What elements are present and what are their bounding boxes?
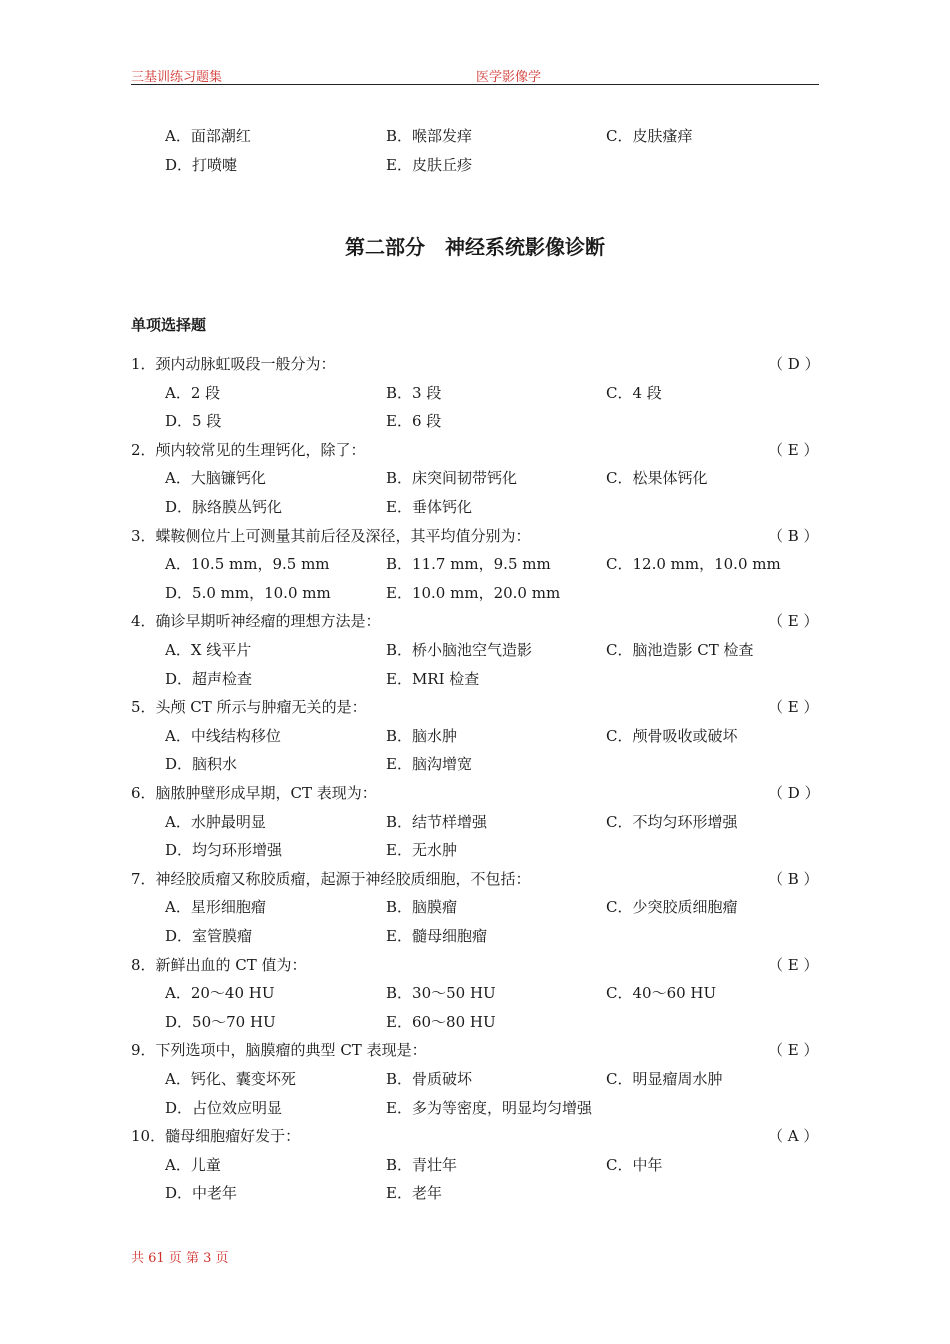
option-text: B．青壮年 [386,1155,458,1174]
option-text: A．X 线平片 [165,641,252,659]
option-text: D．超声检查 [165,669,253,688]
option-text: B．脑水肿 [386,726,458,745]
option-text: E．垂体钙化 [386,498,472,516]
answer-key: （ E ） [768,440,819,459]
answer-key: （ E ） [768,698,819,717]
question-stem: 3．蝶鞍侧位片上可测量其前后径及深径，其平均值分别为： [131,526,531,545]
option-text: A．20～40 HU [165,984,275,1003]
option-text: B．结节样增强 [386,812,488,831]
option-text: C．松果体钙化 [606,469,708,488]
option-text: A．面部潮红 [165,127,251,145]
option-text: D．中老年 [165,1184,238,1203]
header-subject: 医学影像学 [476,70,542,85]
option-text: D．50～70 HU [165,1012,276,1031]
option-text: D．均匀环形增强 [165,841,283,860]
option-text: E．老年 [386,1184,442,1203]
answer-key: （ D ） [768,784,820,802]
option-text: E．皮肤丘疹 [386,156,472,174]
option-text: A．星形细胞瘤 [165,898,266,917]
option-text: A．水肿最明显 [165,812,266,831]
option-text: D．室管膜瘤 [165,927,253,945]
option-text: D．脑积水 [165,755,238,774]
question-stem: 10．髓母细胞瘤好发于： [131,1127,301,1146]
option-text: A．中线结构移位 [165,726,281,745]
header-book-title: 三基训练习题集 [131,70,223,85]
answer-key: （ B ） [768,869,819,888]
option-text: D．占位效应明显 [165,1098,283,1117]
question-stem: 9．下列选项中，脑膜瘤的典型 CT 表现是： [131,1041,427,1060]
section-title: 第二部分 神经系统影像诊断 [345,235,605,259]
option-text: C．少突胶质细胞瘤 [606,898,738,917]
option-text: E．6 段 [386,412,442,431]
option-text: C．明显瘤周水肿 [606,1070,723,1088]
option-text: E．无水肿 [386,841,457,860]
answer-key: （ E ） [768,955,819,974]
option-text: B．桥小脑池空气造影 [386,641,533,659]
option-text: B．脑膜瘤 [386,898,458,917]
option-text: B．床突间韧带钙化 [386,469,518,488]
option-text: A．大脑镰钙化 [165,469,266,488]
option-text: E．10.0 mm，20.0 mm [386,583,561,602]
question-stem: 6．脑脓肿壁形成早期，CT 表现为： [131,784,377,802]
option-text: E．60～80 HU [386,1012,496,1031]
option-text: B．喉部发痒 [386,127,473,145]
option-text: D．打喷嚏 [165,156,238,174]
answer-key: （ E ） [768,612,819,631]
option-text: C．12.0 mm，10.0 mm [606,555,781,574]
option-text: C．不均匀环形增强 [606,812,738,831]
option-text: B．骨质破坏 [386,1070,473,1088]
option-text: E．MRI 检查 [386,669,480,688]
option-text: D．5.0 mm，10.0 mm [165,583,331,602]
answer-key: （ E ） [768,1041,819,1060]
question-stem: 1．颈内动脉虹吸段一般分为： [131,355,336,373]
question-stem: 7．神经胶质瘤又称胶质瘤，起源于神经胶质细胞，不包括： [131,869,531,888]
page-header [131,64,819,85]
option-text: A．10.5 mm，9.5 mm [165,555,330,574]
option-text: B．11.7 mm，9.5 mm [386,555,551,574]
section-subtitle: 单项选择题 [131,316,207,334]
option-text: C．4 段 [606,383,662,402]
option-text: D．5 段 [165,412,222,431]
question-stem: 5．头颅 CT 所示与肿瘤无关的是： [131,698,367,717]
option-text: D．脉络膜丛钙化 [165,498,283,516]
option-text: E．多为等密度，明显均匀增强 [386,1098,592,1117]
page-footer: 共 61 页 第 3 页 [131,1251,229,1266]
answer-key: （ D ） [768,355,820,373]
question-stem: 8．新鲜出血的 CT 值为： [131,955,307,974]
option-text: A．2 段 [165,383,221,402]
option-text: C．中年 [606,1155,663,1174]
option-text: E．髓母细胞瘤 [386,927,487,945]
option-text: E．脑沟增宽 [386,755,472,774]
option-text: A．钙化、囊变坏死 [165,1070,296,1088]
option-text: C．脑池造影 CT 检查 [606,641,754,659]
option-text: A．儿童 [165,1155,221,1174]
option-text: C．皮肤瘙痒 [606,127,693,145]
option-text: C．40～60 HU [606,984,717,1003]
option-text: C．颅骨吸收或破坏 [606,726,738,745]
option-text: B．30～50 HU [386,984,496,1003]
option-text: B．3 段 [386,383,442,402]
answer-key: （ B ） [768,526,819,545]
question-stem: 4．确诊早期听神经瘤的理想方法是： [131,612,381,631]
answer-key: （ A ） [768,1127,819,1146]
question-stem: 2．颅内较常见的生理钙化，除了： [131,440,366,459]
